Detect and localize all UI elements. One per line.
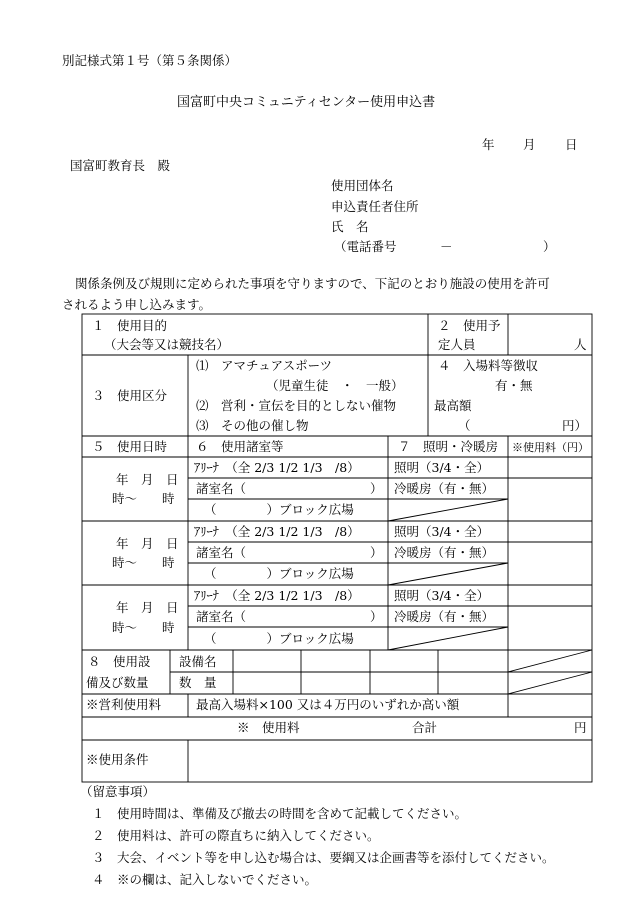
col-room-header: ６ 使用諸室等 [196,439,284,454]
col-fee-header: ※使用料（円） [512,441,589,454]
notes-heading: （留意事項） [80,784,156,799]
date-year: 年 [482,137,495,152]
name-label: 氏 名 [331,219,369,234]
max-amount-open: （ [458,418,471,433]
form-number: 別記様式第１号（第５条関係） [62,53,238,68]
page-title: 国富町中央コミュニティセンター使用申込書 [177,95,436,110]
expected-attendance-unit: 人 [574,337,587,352]
expected-attendance-label-2: 定人員 [438,337,476,352]
category-option-amateur-sub: （児童生徒 ・ 一般） [266,378,404,393]
date-day: 日 [565,137,578,152]
date-month: 月 [523,137,536,152]
total-unit: 円 [574,720,587,735]
row3-arena: ｱﾘｰﾅ （全 2/3 1/2 1/3 /8） [194,588,360,603]
row1-arena: ｱﾘｰﾅ （全 2/3 1/2 1/3 /8） [194,460,360,475]
admission-label: ４ 入場料等徴収 [438,358,539,373]
profit-fee-label: ※営利使用料 [86,697,162,712]
note-item-1: １ 使用時間は、準備及び撤去の時間を含めて記載してください。 [92,806,468,821]
conditions-label: ※使用条件 [86,752,149,767]
row3-time: 時～ 時 [112,620,175,635]
equipment-qty-label: 数 量 [179,675,217,690]
row3-date: 年 月 日 [116,600,179,615]
col-light-header: ７ 照明・冷暖房 [398,439,499,454]
row2-time: 時～ 時 [112,555,175,570]
purpose-label: １ 使用目的 [92,318,168,333]
phone-dash: － [440,239,453,254]
row1-room-close: ） [370,481,383,496]
row2-light: 照明（3/4・全） [394,524,490,539]
row3-hvac: 冷暖房（有・無） [394,609,495,624]
row3-block: （ ）ブロック広場 [204,631,354,646]
intro-line-1: 関係条例及び規則に定められた事項を守りますので、下記のとおり施設の使用を許可 [75,276,550,291]
row1-hvac: 冷暖房（有・無） [394,481,495,496]
address-label: 申込責任者住所 [331,199,419,214]
category-label: ３ 使用区分 [92,388,168,403]
row3-light: 照明（3/4・全） [394,588,490,603]
row2-room: 諸室名（ [196,545,247,560]
max-amount-unit: 円） [562,418,588,433]
expected-attendance-label: ２ 使用予 [438,318,501,333]
phone-label: （電話番号 [334,239,397,254]
purpose-sublabel: （大会等又は競技名） [104,337,230,352]
addressee: 国富町教育長 殿 [70,158,171,173]
total-label: 合計 [412,720,438,735]
fee-label: ※ 使用料 [237,720,300,735]
row1-time: 時～ 時 [112,491,175,506]
row2-arena: ｱﾘｰﾅ （全 2/3 1/2 1/3 /8） [194,524,360,539]
row2-room-close: ） [370,545,383,560]
max-amount-label: 最高額 [434,398,472,413]
note-item-2: ２ 使用料は、許可の際直ちに納入してください。 [92,828,380,843]
row1-block: （ ）ブロック広場 [204,502,354,517]
intro-line-2: されるよう申し込みます。 [62,297,212,312]
equipment-name-label: 設備名 [179,654,217,669]
row2-hvac: 冷暖房（有・無） [394,545,495,560]
row1-date: 年 月 日 [116,472,179,487]
row2-date: 年 月 日 [116,536,179,551]
col-date-header: ５ 使用日時 [92,439,168,454]
row3-room: 諸室名（ [196,609,247,624]
phone-close: ） [543,239,556,254]
row1-light: 照明（3/4・全） [394,460,490,475]
profit-fee-text: 最高入場料×100 又は４万円のいずれか高い額 [196,697,460,712]
category-option-nonprofit: ⑵ 営利・宣伝を目的としない催物 [196,398,397,413]
note-item-4: ４ ※の欄は、記入しないでください。 [92,872,318,887]
row1-room: 諸室名（ [196,481,247,496]
note-item-3: ３ 大会、イベント等を申し込む場合は、要綱又は企画書等を添付してください。 [92,850,555,865]
category-option-other: ⑶ その他の催し物 [196,418,309,433]
admission-value: 有・無 [495,378,533,393]
row2-block: （ ）ブロック広場 [204,566,354,581]
category-option-amateur: ⑴ アマチュアスポーツ [196,358,333,373]
org-name-label: 使用団体名 [331,178,394,193]
equipment-label-2: 備及び数量 [86,675,149,690]
row3-room-close: ） [370,609,383,624]
equipment-label: ８ 使用設 [88,654,151,669]
